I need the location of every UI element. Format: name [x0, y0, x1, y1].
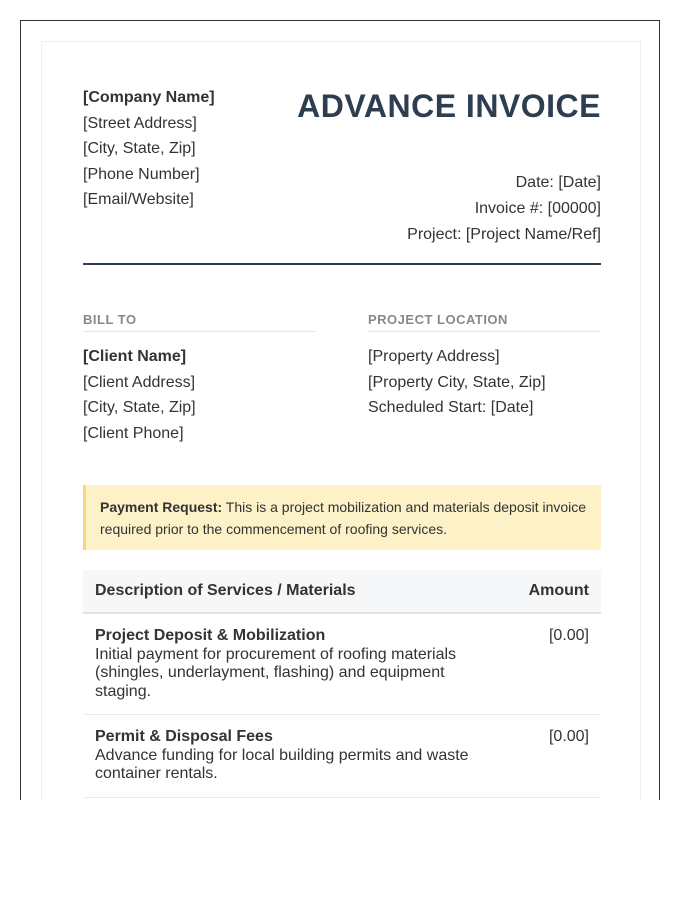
project-location-section	[368, 312, 601, 421]
company-block	[83, 85, 215, 213]
client-address: [Client Address]	[83, 373, 196, 391]
company-phone: [Phone Number]	[83, 165, 200, 183]
invoice-date: Date: [Date]	[515, 174, 601, 191]
row-detail: Advance funding for local building permits and waste container rentals.	[95, 746, 469, 782]
document-frame	[20, 20, 660, 800]
table-row	[83, 715, 601, 798]
row-title: Project Deposit & Mobilization	[95, 627, 326, 644]
invoice-meta	[407, 170, 601, 248]
table-row	[83, 614, 601, 715]
bill-to-heading: BILL TO	[83, 312, 316, 332]
company-street: [Street Address]	[83, 114, 197, 132]
notice-lead: Payment Request:	[100, 499, 223, 515]
row-description	[95, 728, 495, 784]
client-phone: [Client Phone]	[83, 424, 184, 442]
invoice-title: ADVANCE INVOICE	[297, 88, 601, 124]
invoice-number: Invoice #: [00000]	[474, 200, 601, 217]
row-amount: [0.00]	[548, 728, 589, 745]
header-divider	[83, 263, 601, 265]
company-name: [Company Name]	[83, 89, 215, 106]
project-location-heading: PROJECT LOCATION	[368, 312, 601, 332]
scheduled-start: Scheduled Start: [Date]	[368, 399, 534, 416]
property-city: [Property City, State, Zip]	[368, 373, 546, 391]
company-city: [City, State, Zip]	[83, 140, 196, 157]
invoice-project: Project: [Project Name/Ref]	[407, 226, 601, 243]
property-address: [Property Address]	[368, 348, 500, 365]
table-header	[83, 570, 601, 614]
bill-to-body	[83, 344, 316, 446]
row-description	[95, 627, 495, 701]
client-city: [City, State, Zip]	[83, 399, 196, 416]
row-title: Permit & Disposal Fees	[95, 728, 273, 745]
client-name: [Client Name]	[83, 348, 187, 365]
project-location-body	[368, 344, 601, 421]
row-detail: Initial payment for procurement of roofing materials (shingles, underlayment, flashing) and equipment staging.	[95, 645, 457, 700]
bill-to-section	[83, 312, 316, 446]
row-amount: [0.00]	[548, 627, 589, 644]
payment-request-notice	[83, 485, 601, 550]
invoice-page	[41, 41, 641, 800]
column-amount-header: Amount	[528, 582, 589, 599]
company-web: [Email/Website]	[83, 191, 194, 208]
services-table	[83, 570, 601, 798]
column-description-header: Description of Services / Materials	[95, 582, 356, 599]
notice-text: This is a project mobilization and materials deposit invoice required prior to the commencement of roofing services.	[100, 499, 587, 537]
